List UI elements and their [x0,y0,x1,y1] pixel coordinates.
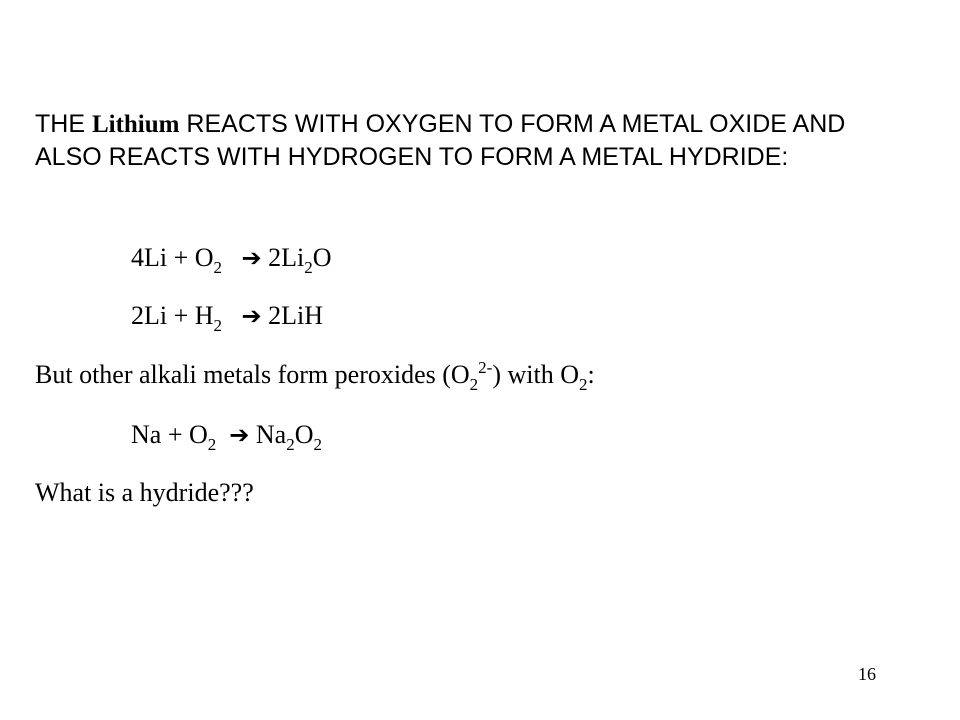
intro-bold-term: Lithium [91,111,180,138]
statement-part-b: ) with O [492,360,580,389]
eq2-rhs: 2LiH [261,301,324,330]
equation-lithium-oxide [131,243,332,276]
eq3-rhs-subscript-2: 2 [313,435,322,454]
equation-sodium-peroxide [131,420,322,453]
eq1-rhs-subscript: 2 [304,258,313,277]
peroxide-statement [35,360,595,393]
eq2-lhs-subscript: 2 [213,316,223,335]
eq3-lhs: Na + O [131,420,208,449]
question-text: What is a hydride??? [35,478,254,507]
equation-lithium-hydride [131,301,323,334]
eq1-lhs-subscript: 2 [213,258,223,277]
eq1-rhs-tail: O [312,243,332,272]
statement-part-a: But other alkali metals form peroxides (O [35,360,470,389]
statement-subscript-1: 2 [469,375,479,394]
statement-part-c: : [587,360,595,389]
intro-paragraph [35,108,915,173]
eq2-lhs: 2Li + H [131,301,214,330]
right-arrow-icon: ➔ [241,302,262,330]
eq3-rhs-subscript-1: 2 [286,435,295,454]
eq3-rhs-mid: O [294,420,314,449]
intro-before: THE [35,110,92,138]
right-arrow-icon: ➔ [241,244,262,272]
page-number: 16 [858,664,876,684]
statement-superscript: 2- [478,358,493,377]
eq3-lhs-subscript: 2 [207,435,217,454]
eq1-lhs: 4Li + O [131,243,214,272]
intro-after: REACTS WITH OXYGEN TO FORM A METAL OXIDE AND ALSO REACTS WITH HYDROGEN TO FORM A METAL HYDRIDE: [35,110,846,171]
eq1-rhs: 2Li [261,243,305,272]
eq3-rhs: Na [249,420,287,449]
statement-subscript-2: 2 [579,375,588,394]
right-arrow-icon: ➔ [229,421,250,449]
